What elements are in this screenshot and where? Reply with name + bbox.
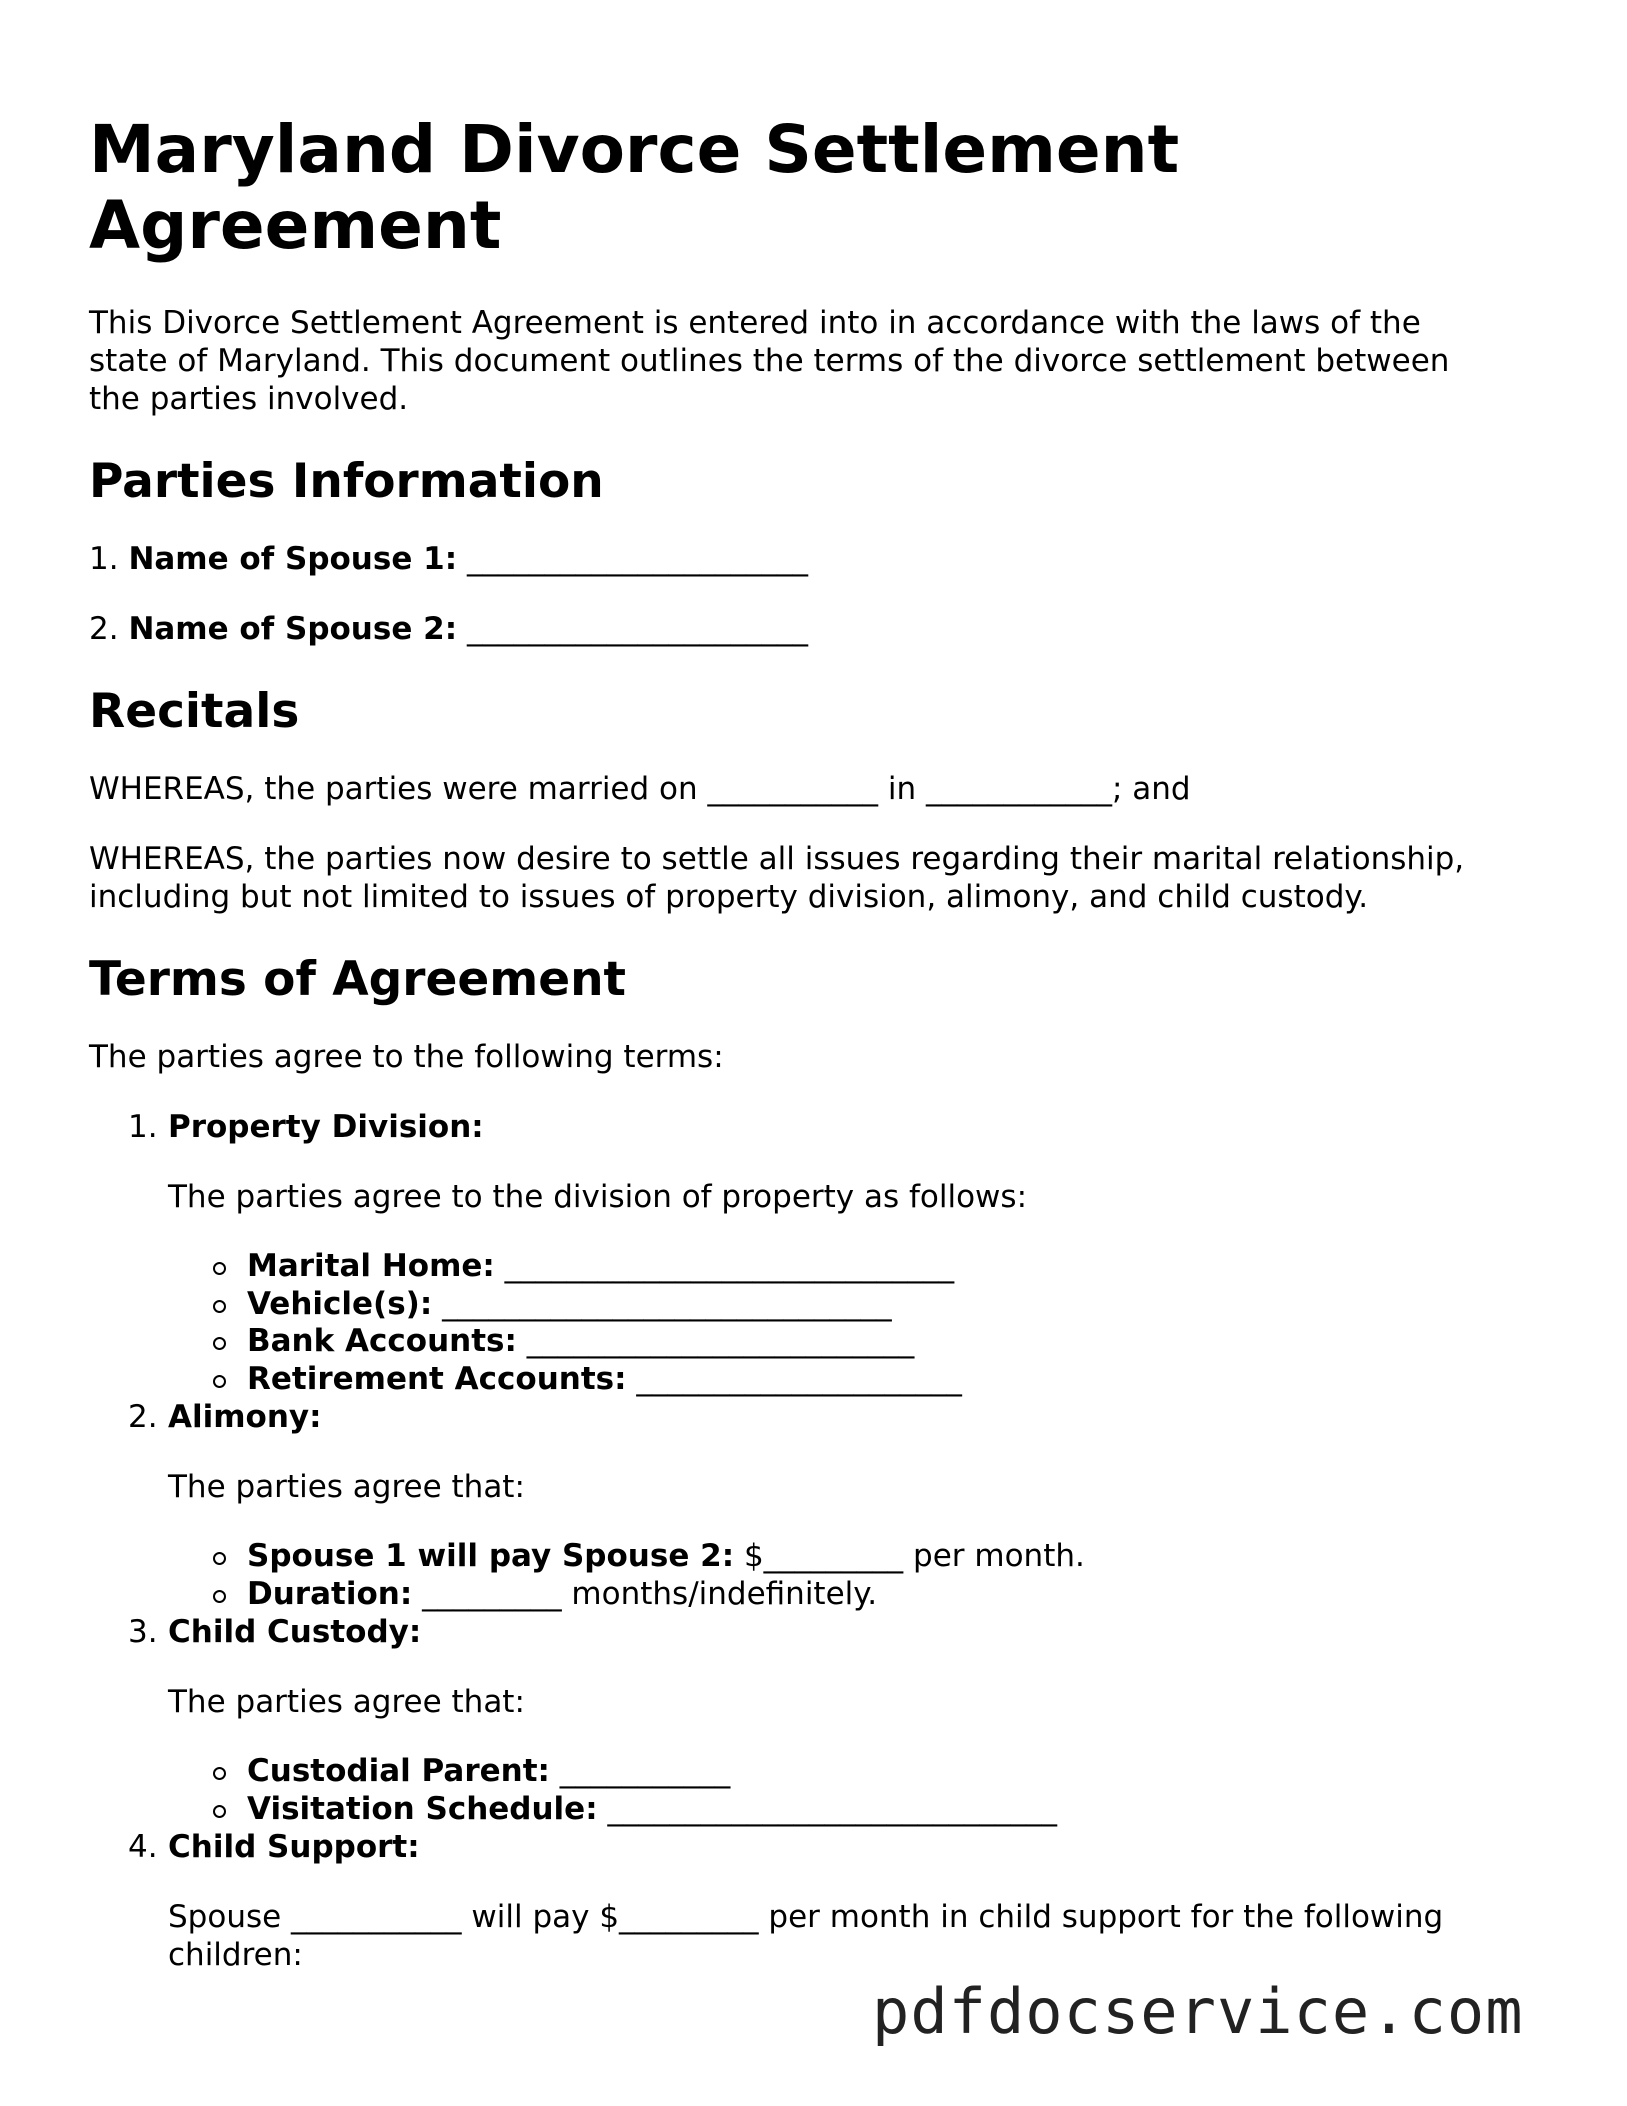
item-blank[interactable]: _________ months/indefinitely. <box>412 1575 878 1612</box>
item-blank[interactable]: $_________ per month. <box>734 1538 1085 1574</box>
term-label: Child Custody: <box>168 1614 422 1650</box>
item-blank[interactable]: _____________________________ <box>597 1790 1057 1827</box>
alimony-payment <box>247 1538 1509 1576</box>
circle-bullet-icon <box>213 1805 226 1818</box>
item-label: Custodial Parent: <box>247 1753 550 1789</box>
terms-lead: The parties agree to the following terms: <box>89 1039 724 1075</box>
term-number: 3. <box>128 1614 158 1650</box>
item-blank[interactable]: ___________ <box>549 1753 731 1789</box>
property-retirement-accounts <box>247 1361 1509 1399</box>
spouse2-blank[interactable]: ______________________ <box>466 611 808 647</box>
item-blank[interactable]: _____________________________ <box>494 1248 955 1284</box>
item-blank[interactable]: _____________________ <box>626 1360 962 1397</box>
spouse1-blank[interactable]: ______________________ <box>466 541 808 577</box>
circle-bullet-icon <box>213 1767 226 1780</box>
document-page <box>89 112 1509 2006</box>
circle-bullet-icon <box>213 1375 226 1388</box>
custody-visitation-schedule <box>247 1791 1509 1829</box>
item-label: Bank Accounts: <box>247 1323 517 1359</box>
circle-bullet-icon <box>213 1337 226 1350</box>
document-title: Maryland Divorce Settlement Agreement <box>89 111 1180 264</box>
property-vehicles <box>247 1286 1509 1324</box>
alimony-duration <box>247 1576 1509 1614</box>
term-number: 2. <box>128 1399 158 1435</box>
spouse2-number: 2. <box>89 611 119 647</box>
terms-heading: Terms of Agreement <box>89 952 627 1007</box>
item-blank[interactable]: _________________________ <box>516 1323 915 1359</box>
item-blank[interactable]: _____________________________ <box>432 1285 892 1322</box>
property-items <box>168 1248 1509 1398</box>
term-number: 4. <box>128 1829 158 1865</box>
circle-bullet-icon <box>213 1590 226 1603</box>
property-bank-accounts <box>247 1323 1509 1361</box>
item-label: Retirement Accounts: <box>247 1360 627 1397</box>
spouse1-number: 1. <box>89 541 119 577</box>
item-label: Vehicle(s): <box>247 1285 433 1322</box>
item-label: Duration: <box>247 1575 413 1612</box>
term-child-custody <box>128 1613 1509 1828</box>
item-label: Visitation Schedule: <box>247 1790 598 1827</box>
circle-bullet-icon <box>213 1262 226 1275</box>
term-property-division <box>128 1108 1509 1398</box>
term-intro: The parties agree to the division of property as follows: <box>168 1179 1028 1215</box>
property-marital-home <box>247 1248 1509 1286</box>
term-number: 1. <box>128 1109 158 1145</box>
spouse2-line <box>89 610 1509 648</box>
item-label: Spouse 1 will pay Spouse 2: <box>247 1538 735 1574</box>
term-intro: Spouse ___________ will pay $_________ per month in child support for the following children: <box>168 1899 1444 1973</box>
term-child-support <box>128 1828 1509 1974</box>
whereas-settle: WHEREAS, the parties now desire to settle all issues regarding their marital relationship, including but not limited to issues of property division, alimony, and child custody. <box>89 841 1465 915</box>
term-label: Property Division: <box>168 1109 484 1145</box>
term-label: Alimony: <box>168 1399 322 1435</box>
whereas-married: WHEREAS, the parties were married on ___________ in ____________; and <box>89 771 1191 807</box>
custody-items <box>168 1753 1509 1828</box>
watermark-text: pdfdocservice.com <box>872 1975 1524 2048</box>
term-label: Child Support: <box>168 1829 420 1865</box>
term-alimony <box>128 1398 1509 1613</box>
spouse2-label: Name of Spouse 2: <box>128 611 458 647</box>
spouse1-label: Name of Spouse 1: <box>128 541 458 577</box>
custody-custodial-parent <box>247 1753 1509 1791</box>
term-intro: The parties agree that: <box>168 1684 525 1720</box>
spouse1-line <box>89 540 1509 578</box>
recitals-heading: Recitals <box>89 684 300 739</box>
alimony-items <box>168 1538 1509 1613</box>
term-intro: The parties agree that: <box>168 1469 525 1505</box>
intro-paragraph: This Divorce Settlement Agreement is entered into in accordance with the laws of the state of Maryland. This document outlines the terms of the divorce settlement between the parties involved. <box>89 305 1450 417</box>
item-label: Marital Home: <box>247 1248 495 1284</box>
parties-heading: Parties Information <box>89 454 604 509</box>
terms-list <box>89 1108 1509 1974</box>
circle-bullet-icon <box>213 1300 226 1313</box>
circle-bullet-icon <box>213 1552 226 1565</box>
